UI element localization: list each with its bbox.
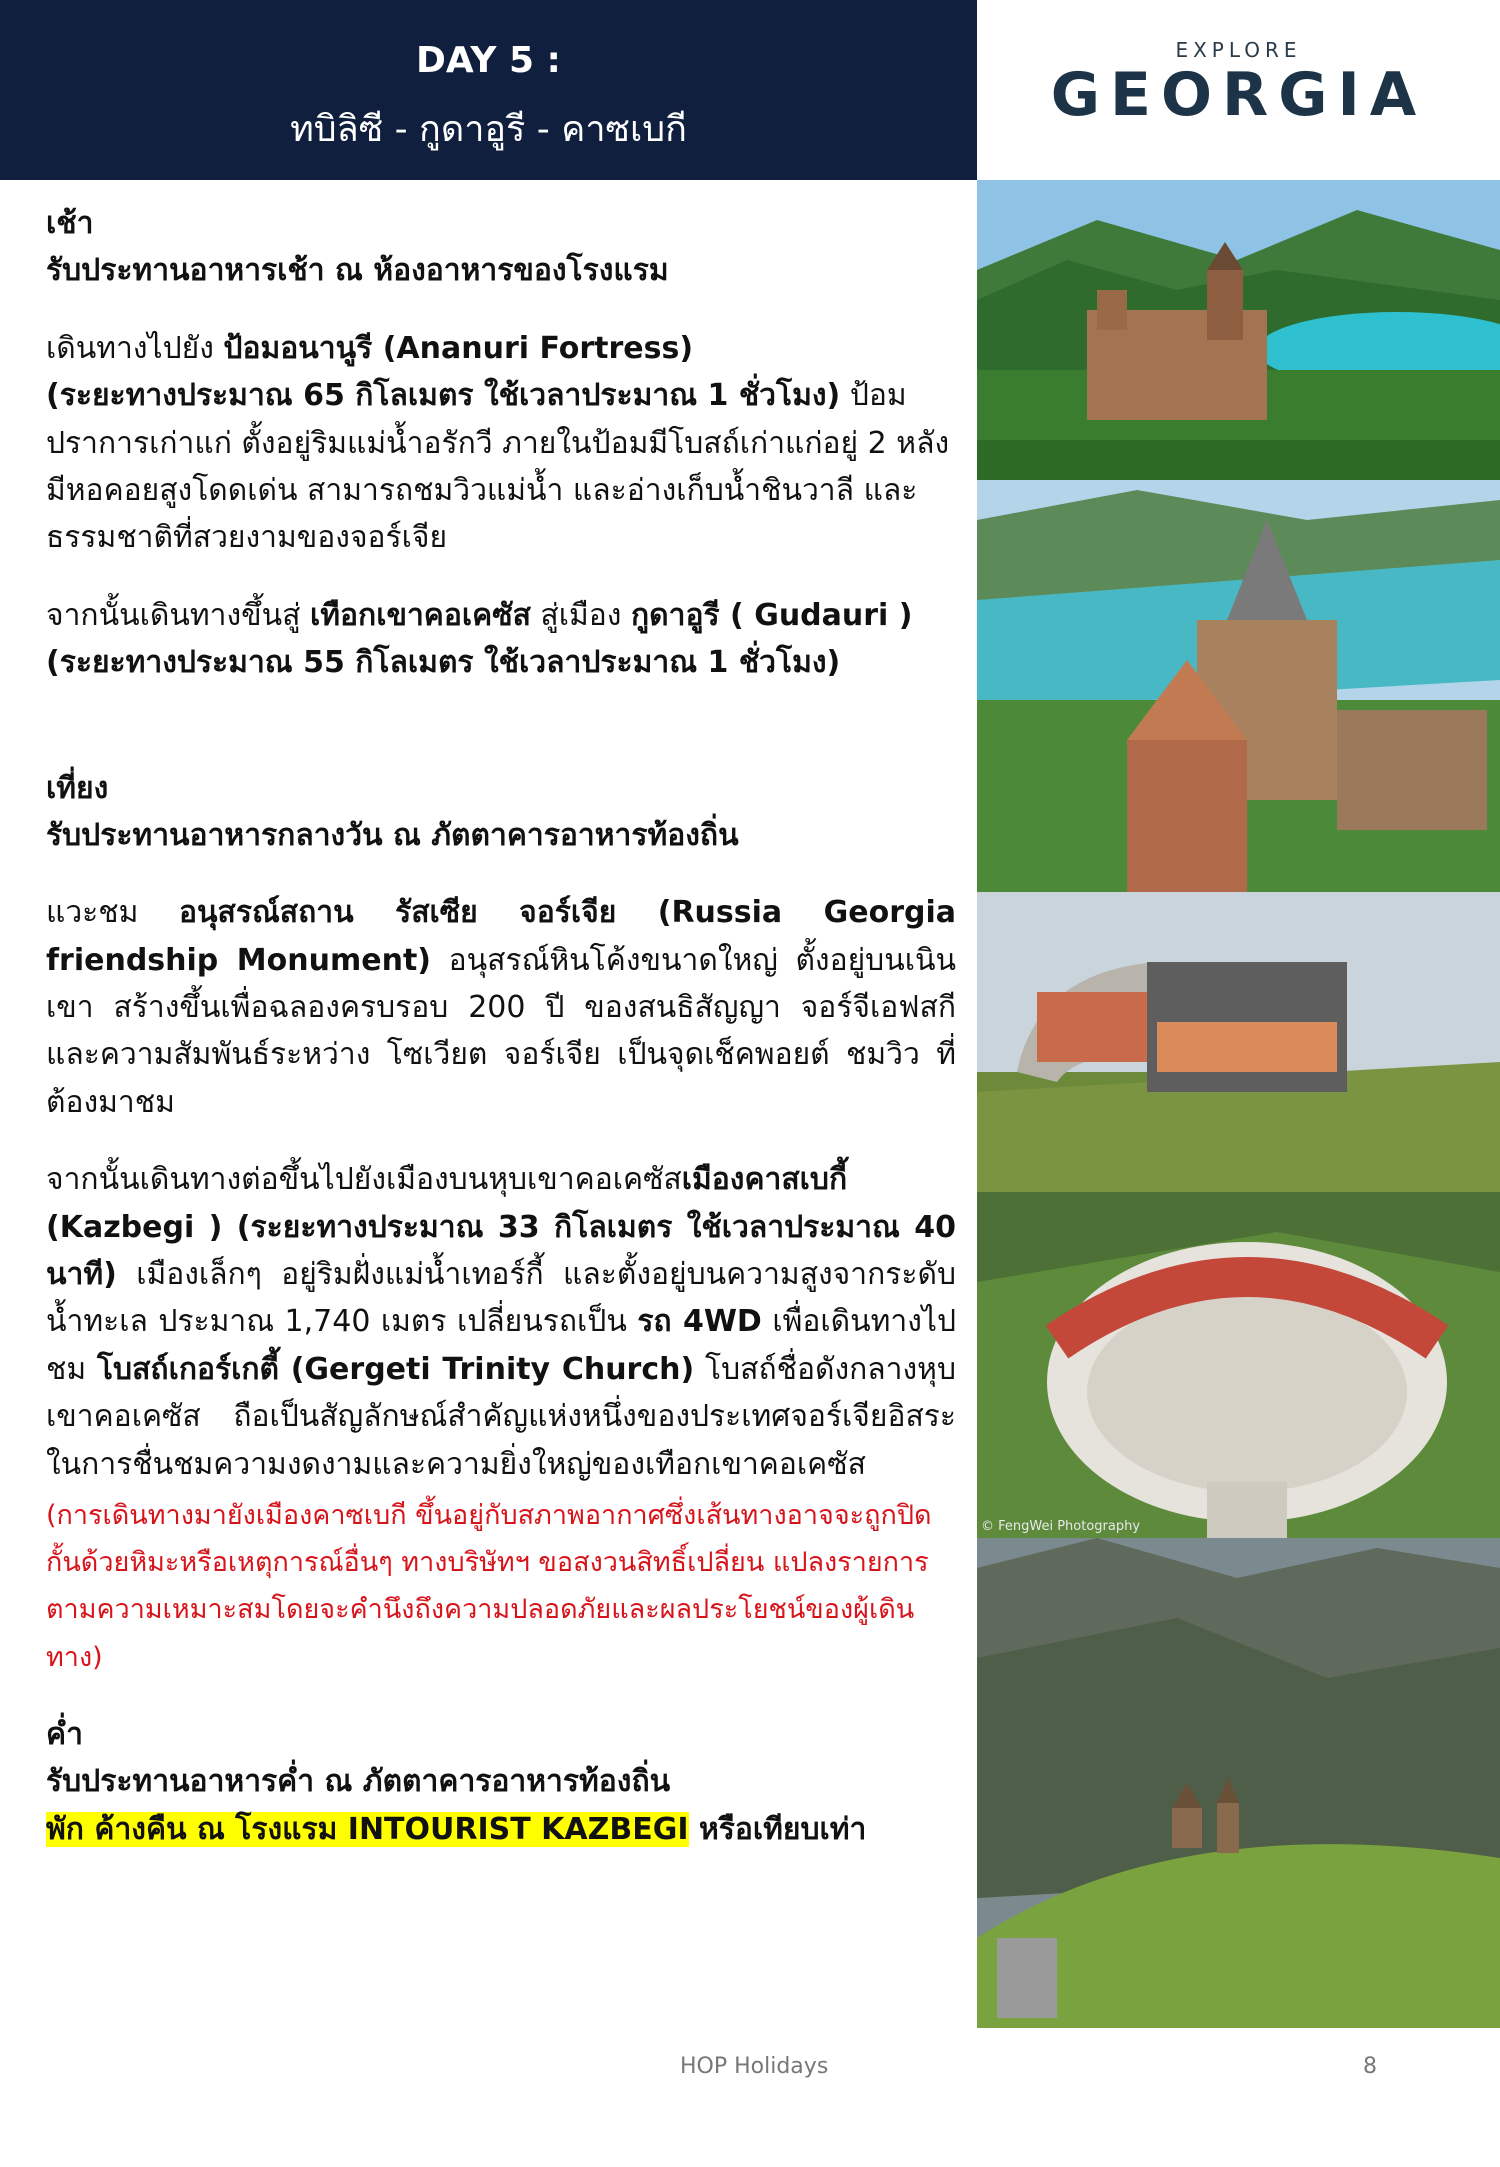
gergeti-photo (977, 1538, 1500, 2028)
kazbegi-pre: จากนั้นเดินทางต่อขึ้นไปยังเมืองบนหุบเขาคอเคซัส (46, 1162, 682, 1198)
footer-brand: HOP Holidays (680, 2054, 829, 2079)
church-desc: โบสถ์ชื่อดังกลางหุบเขาคอเคซัส ถือเป็นสัญลักษณ์สำคัญแห่งหนึ่งของประเทศจอร์เจียอิสระในการชื่นชมความงดงามและความยิ่งใหญ่ของเทือกเขาคอเคซัส (46, 1351, 956, 1482)
lunch-text: รับประทานอาหารกลางวัน ณ ภัตตาคารอาหารท้องถิ่น (46, 817, 739, 853)
morning-block (46, 200, 956, 295)
monument-pre: แวะชม (46, 895, 179, 931)
gudauri-name: กูดาอูรี ( Gudauri ) (630, 597, 913, 633)
gudauri-range: เทือกเขาคอเคซัส (309, 597, 531, 633)
morning-heading: เช้า (46, 206, 94, 241)
breakfast-text: รับประทานอาหารเช้า ณ ห้องอาหารของโรงแรม (46, 253, 669, 289)
gudauri-pre: จากนั้นเดินทางขึ้นสู่ (46, 597, 310, 633)
noon-heading: เที่ยง (46, 770, 109, 806)
day-title: DAY 5 : (416, 40, 561, 81)
monument-paragraph (46, 889, 956, 1126)
brand-explore: EXPLORE (1175, 38, 1302, 62)
monument-desc: อนุสรณ์หินโค้งขนาดใหญ่ ตั้งอยู่บนเนินเขา สร้างขึ้นเพื่อฉลองครบรอบ 200 ปี ของสนธิสัญญา จอร์จีเอฟสกี และความสัมพันธ์ระหว่าง โซเวียต จอร์เจีย เป็นจุดเช็คพอยต์ ชมวิว ที่ต้องมาชม (46, 942, 956, 1120)
kazbegi-name: เมืองคาสเบกี้ (Kazbegi ) (ระยะทางประมาณ 33 กิโลเมตร ใช้เวลาประมาณ 40 นาที) (46, 1162, 956, 1293)
dinner-text: รับประทานอาหารค่ำ ณ ภัตตาคารอาหารท้องถิ่น (46, 1764, 671, 1800)
ananuri-church-photo (977, 480, 1500, 892)
kazbegi-desc: เมืองเล็กๆ อยู่ริมฝั่งแม่น้ำเทอร์กี้ และตั้งอยู่บนความสูงจากระดับน้ำทะเล ประมาณ 1,740 เมตร เปลี่ยนรถเป็น (46, 1257, 956, 1340)
itinerary-content (46, 200, 956, 1853)
church-name: โบสถ์เกอร์เกตี้ (Gergeti Trinity Church) (96, 1351, 695, 1387)
evening-block (46, 1711, 956, 1853)
photo-column (977, 180, 1500, 2028)
hotel-suffix: หรือเทียบเท่า (688, 1811, 867, 1847)
noon-block (46, 765, 956, 860)
brand-logo (977, 0, 1500, 180)
monument-aerial-photo (977, 1192, 1500, 1538)
kazbegi-car: รถ 4WD (637, 1304, 762, 1340)
gudauri-paragraph (46, 592, 956, 687)
monument-photo (977, 892, 1500, 1192)
kazbegi-desc2: เพื่อเดินทางไปชม (46, 1304, 957, 1387)
kazbegi-paragraph (46, 1156, 956, 1488)
monument-name: อนุสรณ์สถาน รัสเซีย จอร์เจีย (Russia Georgia friendship Monument) (46, 895, 956, 978)
day-header (0, 0, 977, 180)
gudauri-distance: (ระยะทางประมาณ 55 กิโลเมตร ใช้เวลาประมาณ 1 ชั่วโมง) (46, 645, 841, 681)
photo-credit: © FengWei Photography (981, 1519, 1141, 1534)
ananuri-photo (977, 180, 1500, 480)
hotel-highlight: พัก ค้างคืน ณ โรงแรม INTOURIST KAZBEGI (46, 1811, 689, 1847)
ananuri-desc: ป้อมปราการเก่าแก่ ตั้งอยู่ริมแม่น้ำอรักวี ภายในป้อมมีโบสถ์เก่าแก่อยู่ 2 หลัง มีหอคอยสูงโดดเด่น สามารถชมวิวแม่น้ำ และอ่างเก็บน้ำชินวาลี และธรรมชาติที่สวยงามของจอร์เจีย (46, 378, 950, 556)
weather-note: (การเดินทางมายังเมืองคาซเบกี ขึ้นอยู่กับสภาพอากาศซึ่งเส้นทางอาจจะถูกปิดกั้นด้วยหิมะหรือเหตุการณ์อื่นๆ ทางบริษัทฯ ขอสงวนสิทธิ์เปลี่ยน แปลงรายการตามความเหมาะสมโดยจะคำนึงถึงความปลอดภัยและผลประโยชน์ของผู้เดินทาง) (46, 1499, 932, 1673)
page-number: 8 (1363, 2054, 1377, 2079)
brand-name: GEORGIA (1050, 60, 1427, 130)
route-title: ทบิลิซี - กูดาอูรี - คาซเบกี (290, 109, 687, 150)
ananuri-distance: (ระยะทางประมาณ 65 กิโลเมตร ใช้เวลาประมาณ 1 ชั่วโมง) (46, 378, 841, 414)
evening-heading: ค่ำ (46, 1716, 83, 1752)
ananuri-paragraph (46, 325, 956, 562)
ananuri-pre: เดินทางไปยัง (46, 330, 224, 366)
gudauri-mid: สู่เมือง (530, 597, 631, 633)
ananuri-name: ป้อมอนานูรี (Ananuri Fortress) (223, 330, 694, 366)
